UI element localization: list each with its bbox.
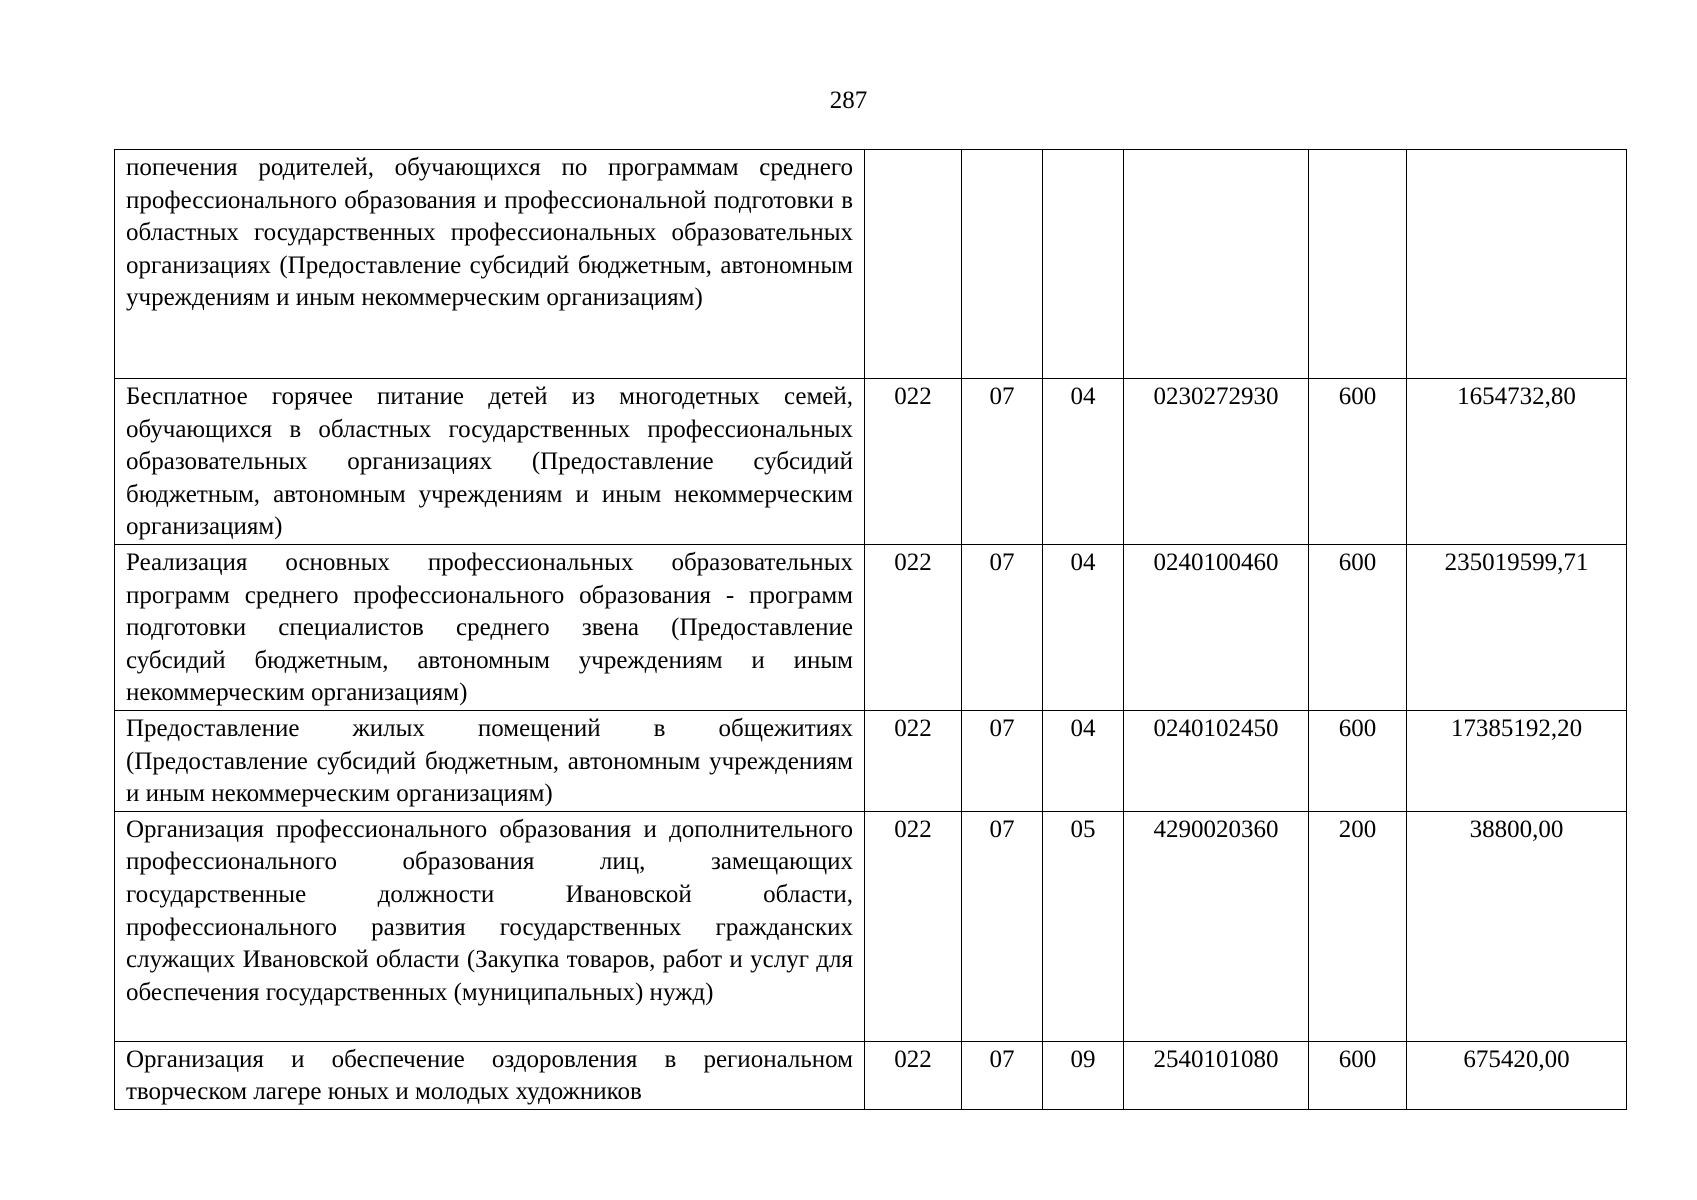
admin-code-cell: 022 [865, 379, 962, 545]
row-description: Реализация основных профессиональных образовательных программ среднего профессионального образования - программ подготовки специалистов среднего звена (Предоставление субсидий бюджетным, автономным учреждениям и иным некоммерческим организациям) [115, 544, 865, 710]
expense-type-cell: 200 [1309, 811, 1407, 1041]
admin-code-cell: 022 [865, 710, 962, 811]
target-code-cell [1124, 150, 1309, 379]
expense-type-cell [1309, 150, 1407, 379]
target-code-cell: 0240102450 [1124, 710, 1309, 811]
subsection-code-cell: 05 [1043, 811, 1124, 1041]
target-code-cell: 0230272930 [1124, 379, 1309, 545]
table-row [115, 150, 1627, 379]
admin-code-cell: 022 [865, 811, 962, 1041]
target-code-cell: 4290020360 [1124, 811, 1309, 1041]
subsection-code-cell: 04 [1043, 379, 1124, 545]
row-description: попечения родителей, обучающихся по программам среднего профессионального образования и профессиональной подготовки в областных государственных профессиональных образовательных организациях (Предоставление субсидий бюджетным, автономным учреждениям и иным некоммерческим организациям) [115, 150, 865, 379]
row-description: Организация профессионального образования и дополнительного профессионального образования лиц, замещающих государственные должности Ивановской области, профессионального развития государственных гражданских служащих Ивановской области (Закупка товаров, работ и услуг для обеспечения государственных (муниципальных) нужд) [115, 811, 865, 1041]
table-row [115, 544, 1627, 710]
table-row [115, 811, 1627, 1041]
section-code-cell: 07 [962, 379, 1043, 545]
admin-code-cell [865, 150, 962, 379]
expense-type-cell: 600 [1309, 710, 1407, 811]
section-code-cell: 07 [962, 544, 1043, 710]
row-description: Бесплатное горячее питание детей из многодетных семей, обучающихся в областных государственных профессиональных образовательных организациях (Предоставление субсидий бюджетным, автономным учреждениям и иным некоммерческим организациям) [115, 379, 865, 545]
section-code-cell: 07 [962, 710, 1043, 811]
budget-table [114, 149, 1627, 1110]
row-description: Предоставление жилых помещений в общежитиях (Предоставление субсидий бюджетным, автономным учреждениям и иным некоммерческим организациям) [115, 710, 865, 811]
subsection-code-cell [1043, 150, 1124, 379]
table-row [115, 379, 1627, 545]
expense-type-cell: 600 [1309, 544, 1407, 710]
admin-code-cell: 022 [865, 544, 962, 710]
subsection-code-cell: 04 [1043, 710, 1124, 811]
table-row [115, 710, 1627, 811]
section-code-cell: 07 [962, 811, 1043, 1041]
admin-code-cell: 022 [865, 1041, 962, 1109]
page-number: 287 [829, 87, 868, 114]
section-code-cell: 07 [962, 1041, 1043, 1109]
amount-cell: 675420,00 [1407, 1041, 1627, 1109]
subsection-code-cell: 09 [1043, 1041, 1124, 1109]
amount-cell: 38800,00 [1407, 811, 1627, 1041]
expense-type-cell: 600 [1309, 1041, 1407, 1109]
expense-type-cell: 600 [1309, 379, 1407, 545]
subsection-code-cell: 04 [1043, 544, 1124, 710]
amount-cell: 1654732,80 [1407, 379, 1627, 545]
row-description: Организация и обеспечение оздоровления в региональном творческом лагере юных и молодых художников [115, 1041, 865, 1109]
target-code-cell: 0240100460 [1124, 544, 1309, 710]
amount-cell [1407, 150, 1627, 379]
amount-cell: 235019599,71 [1407, 544, 1627, 710]
amount-cell: 17385192,20 [1407, 710, 1627, 811]
section-code-cell [962, 150, 1043, 379]
table-row [115, 1041, 1627, 1109]
target-code-cell: 2540101080 [1124, 1041, 1309, 1109]
